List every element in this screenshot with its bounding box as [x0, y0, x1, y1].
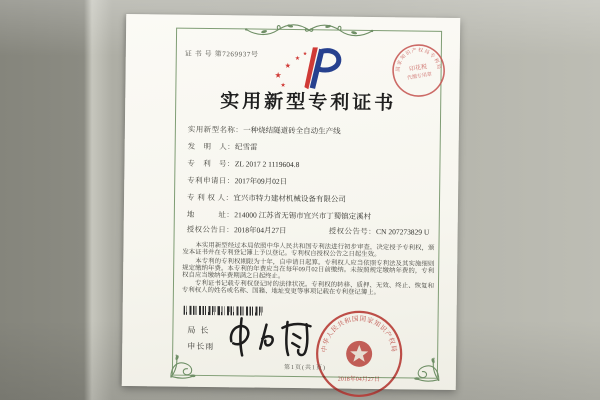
field-label: 专 利 号：: [187, 158, 235, 169]
svg-text:★: ★: [274, 70, 282, 80]
grant-row: [187, 226, 437, 237]
grant-date-value: 2018年04月27日: [234, 225, 287, 235]
top-border-ornament-icon: [234, 20, 384, 40]
seal-ring-text: 中华人民共和国国家知识产权局: [321, 315, 398, 353]
field-label: 地 址：: [186, 209, 235, 220]
svg-text:★: ★: [302, 52, 308, 58]
svg-text:★: ★: [280, 82, 286, 89]
svg-text:★: ★: [284, 61, 291, 70]
legal-text: [182, 242, 435, 299]
field-value: 2017年09月02日: [234, 176, 288, 186]
field-row: [188, 143, 434, 154]
field-row: [188, 126, 434, 137]
seal-date: 2018年04月27日: [337, 376, 380, 384]
field-row: [187, 160, 433, 171]
field-label: 专利申请日：: [187, 175, 235, 186]
legal-paragraph: 本专利的专利权期限为十年，自申请日起算。专利权人应当依照专利法及其实施细则规定缴纳年费。本专利的年费应当在每年09月02日前缴纳。未按照规定缴纳年费的，专利权自应当缴纳年费期满之日起终止。: [182, 257, 435, 280]
legal-paragraph: 专利证书记载专利权登记时的法律状况。专利权的转移、质押、无效、终止、恢复和专利权人的姓名或名称、国籍、地址变更等事项记载在专利登记簿上。: [181, 279, 435, 297]
officer-block: [187, 325, 214, 352]
field-value: 宜兴市特力建材机械设备有限公司: [233, 193, 346, 204]
grant-number: [329, 227, 430, 236]
field-value: ZL 2017 2 1119604.8: [234, 159, 300, 170]
official-seal-icon: [313, 307, 406, 400]
field-label: 发 明 人：: [187, 141, 236, 152]
stamp-ring-text: 国家知识产权局专利局: [396, 48, 441, 72]
officer-printed-name: 申长雨: [187, 341, 215, 352]
legal-paragraph: 本实用新型经过本局依照中华人民共和国专利法进行初步审查，决定授予专利权，颁发本证书并在专利登记簿上予以登记。专利权自授权公告之日起生效。: [182, 241, 435, 259]
field-row: [187, 177, 433, 188]
svg-text:★: ★: [294, 56, 301, 63]
certificate-number: 证 书 号 第7269937号: [184, 49, 259, 59]
field-row: [187, 211, 433, 222]
grant-date: [187, 225, 287, 235]
grant-date-label: 授权公告日：: [186, 224, 235, 235]
field-row: [187, 194, 433, 205]
certificate-border: [172, 28, 442, 384]
certificate-paper: [122, 14, 461, 390]
field-label: 专 利 权 人：: [186, 192, 234, 203]
grant-number-value: CN 207273829 U: [375, 227, 430, 237]
field-value: 一种烧结隧道砖全自动生产线: [243, 125, 341, 136]
director-signature: [221, 313, 322, 360]
svg-text:国家知识产权局专利局: [391, 43, 443, 77]
stamp-center-line2: 代缴专用章: [406, 72, 433, 82]
field-value: 纪雪雷: [235, 142, 258, 152]
field-label: 实用新型名称：: [187, 124, 244, 135]
stamp-center-line1: 印花税: [408, 64, 428, 73]
field-list: [187, 126, 434, 222]
page-footer: 第1页(共1页): [283, 364, 327, 372]
certificate-title: 实用新型专利证书: [220, 91, 397, 115]
patent-office-logo-icon: [272, 47, 345, 90]
officer-title-label: 局长: [187, 325, 214, 336]
grant-number-label: 授权公告号：: [328, 226, 377, 237]
field-value: 214000 江苏省无锡市宜兴市丁蜀镇定溪村: [234, 210, 372, 221]
